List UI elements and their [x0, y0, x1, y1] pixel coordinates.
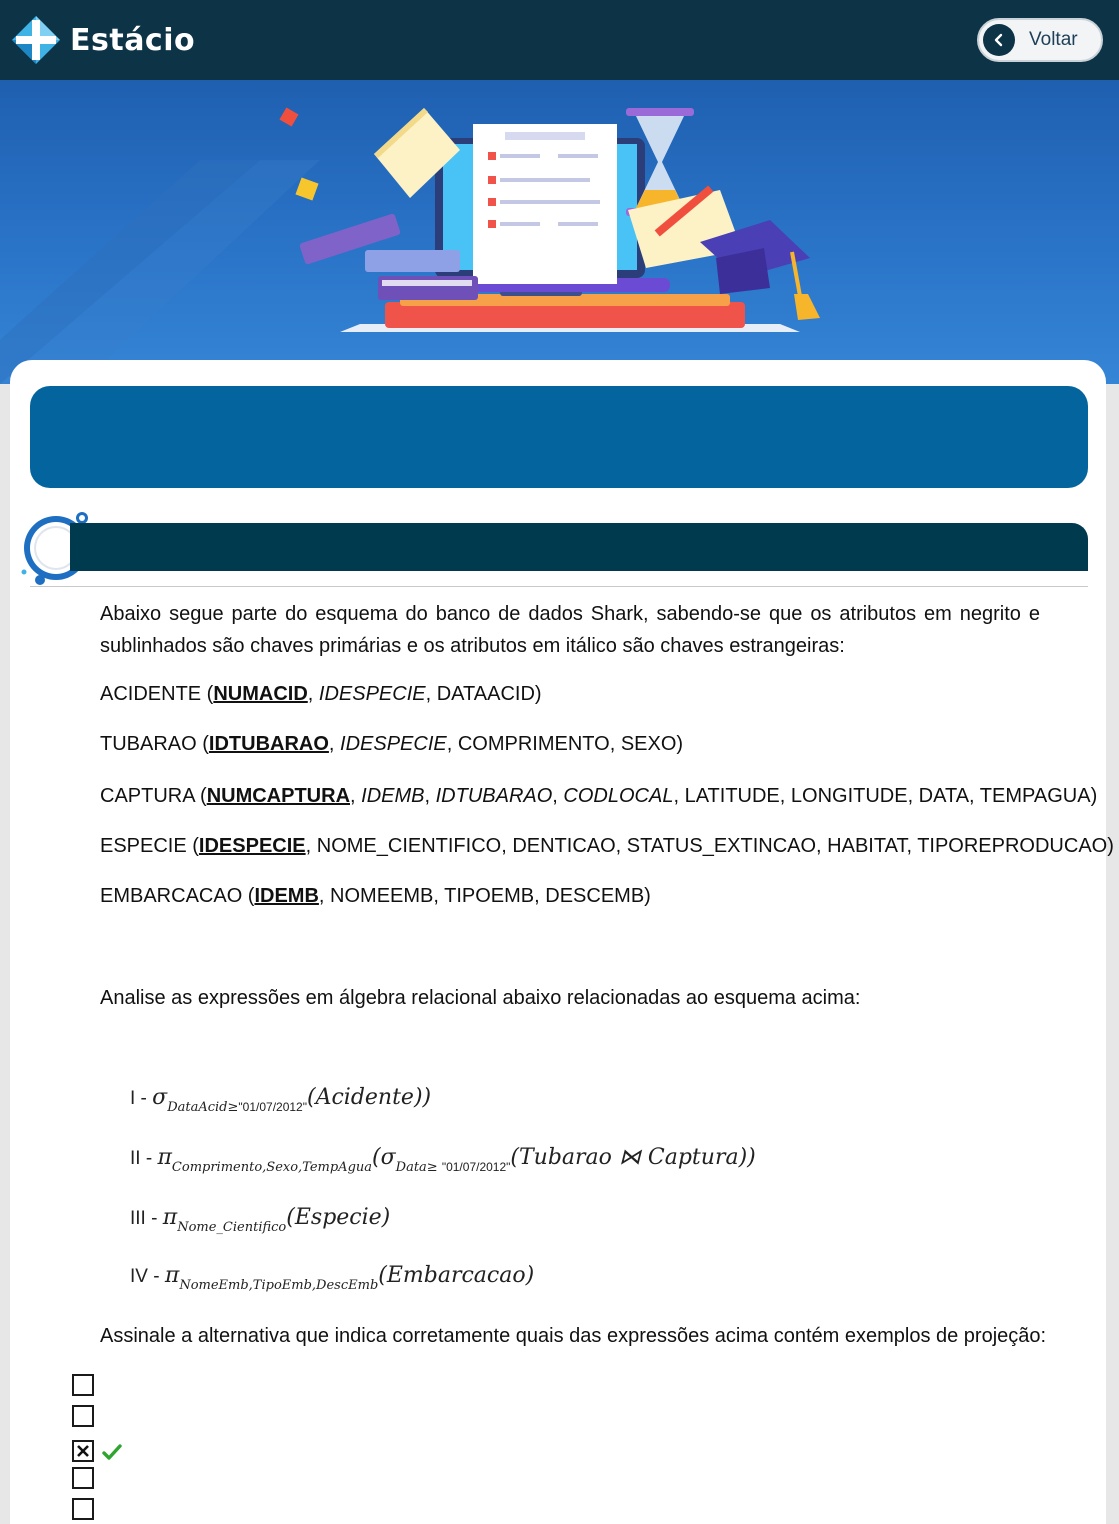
top-bar — [0, 0, 1119, 80]
expression-subscript-value: "01/07/2012" — [441, 1160, 511, 1174]
expression-1 — [130, 1082, 431, 1117]
expression-subscript: Comprimento,Sexo,TempAgua — [171, 1160, 373, 1175]
check-icon — [102, 1443, 122, 1461]
back-button[interactable] — [977, 18, 1103, 62]
schema-table-name: ACIDENTE — [100, 683, 202, 705]
schema-primary-key: NUMACID — [213, 683, 308, 705]
question-prompt: Assinale a alternativa que indica corretamente quais das expressões acima contém exemplos de projeção: — [100, 1325, 1047, 1347]
expression-2 — [130, 1142, 756, 1177]
selection-symbol: σ — [152, 1085, 168, 1110]
schema-table-name: EMBARCACAO — [100, 885, 243, 907]
hero-banner — [0, 80, 1119, 384]
option-checkbox-1[interactable] — [72, 1374, 94, 1396]
expression-number: IV - — [130, 1266, 165, 1287]
schema-captura: CAPTURA (NUMCAPTURA, IDEMB, IDTUBARAO, CODLOCAL, LATITUDE, LONGITUDE, DATA, TEMPAGUA) — [100, 785, 1098, 807]
back-button-label: Voltar — [1029, 29, 1078, 50]
projection-symbol: π — [164, 1263, 180, 1288]
estacio-logo-icon — [10, 14, 62, 66]
expression-number: II - — [130, 1148, 158, 1169]
x-mark-icon — [76, 1444, 90, 1458]
question-header-bar — [70, 523, 1088, 571]
schema-embarcacao: EMBARCACAO (IDEMB, NOMEEMB, TIPOEMB, DESCEMB) — [100, 885, 651, 907]
option-checkbox-4[interactable] — [72, 1467, 94, 1489]
expression-subscript: Data≥ — [395, 1160, 442, 1175]
divider — [30, 586, 1088, 587]
analyze-instruction: Analise as expressões em álgebra relacional abaixo relacionadas ao esquema acima: — [100, 987, 861, 1009]
expression-subscript-value: "01/07/2012" — [238, 1100, 307, 1114]
question-intro: Abaixo segue parte do esquema do banco de dados Shark, sabendo-se que os atributos em negrito e sublinhados são chaves primárias e os atributos em itálico são chaves estrangeiras: — [100, 603, 1040, 657]
expression-subscript: NomeEmb,TipoEmb,DescEmb — [179, 1278, 379, 1293]
estacio-logo[interactable] — [10, 14, 195, 66]
schema-attributes: DATAACID — [436, 683, 535, 705]
schema-table-name: ESPECIE — [100, 835, 187, 857]
expression-3 — [130, 1202, 390, 1237]
expression-argument: (Embarcacao) — [378, 1263, 535, 1288]
brand-name: Estácio — [70, 22, 196, 58]
schema-primary-key: NUMCAPTURA — [206, 785, 351, 807]
schema-acidente: ACIDENTE (NUMACID, IDESPECIE, DATAACID) — [100, 683, 542, 705]
schema-foreign-key: IDESPECIE — [318, 683, 426, 705]
schema-primary-key: IDESPECIE — [198, 835, 306, 857]
projection-symbol: π — [157, 1145, 172, 1170]
selection-symbol: (σ — [372, 1145, 396, 1170]
question-content — [100, 598, 1114, 1347]
expression-argument: (Tubarao ⋈ Captura)) — [510, 1145, 756, 1170]
schema-tubarao: TUBARAO (IDTUBARAO, IDESPECIE, COMPRIMENTO, SEXO) — [100, 733, 684, 755]
chevron-left-icon — [983, 24, 1015, 56]
expression-argument: (Acidente)) — [306, 1085, 432, 1110]
schema-foreign-key: IDEMB — [361, 785, 425, 807]
option-checkbox-2[interactable] — [72, 1405, 94, 1427]
schema-foreign-key: IDTUBARAO — [435, 785, 553, 807]
expression-subscript: DataAcid≥ — [167, 1100, 239, 1115]
schema-attributes: NOME_CIENTIFICO, DENTICAO, STATUS_EXTINCAO, HABITAT, TIPOREPRODUCAO — [316, 835, 1108, 857]
option-checkbox-3[interactable] — [72, 1440, 94, 1462]
expression-number: III - — [130, 1208, 163, 1229]
schema-attributes: LATITUDE, LONGITUDE, DATA, TEMPAGUA — [684, 785, 1091, 807]
option-checkbox-5[interactable] — [72, 1498, 94, 1520]
schema-especie: ESPECIE (IDESPECIE, NOME_CIENTIFICO, DENTICAO, STATUS_EXTINCAO, HABITAT, TIPOREPRODUCAO) — [100, 835, 1114, 857]
schema-attributes: COMPRIMENTO, SEXO — [457, 733, 677, 755]
expression-4 — [130, 1260, 534, 1295]
title-banner — [30, 386, 1088, 488]
schema-primary-key: IDEMB — [254, 885, 319, 907]
schema-table-name: CAPTURA — [100, 785, 195, 807]
schema-primary-key: IDTUBARAO — [208, 733, 329, 755]
question-card — [10, 360, 1114, 1524]
schema-table-name: TUBARAO — [100, 733, 197, 755]
schema-foreign-key: CODLOCAL — [563, 785, 674, 807]
hero-illustration — [0, 80, 1119, 384]
expression-number: I - — [130, 1088, 153, 1109]
schema-foreign-key: IDESPECIE — [340, 733, 447, 755]
expression-argument: (Especie) — [286, 1205, 391, 1230]
schema-attributes: NOMEEMB, TIPOEMB, DESCEMB — [330, 885, 645, 907]
projection-symbol: π — [162, 1205, 178, 1230]
expression-subscript: Nome_Cientifico — [177, 1220, 287, 1235]
